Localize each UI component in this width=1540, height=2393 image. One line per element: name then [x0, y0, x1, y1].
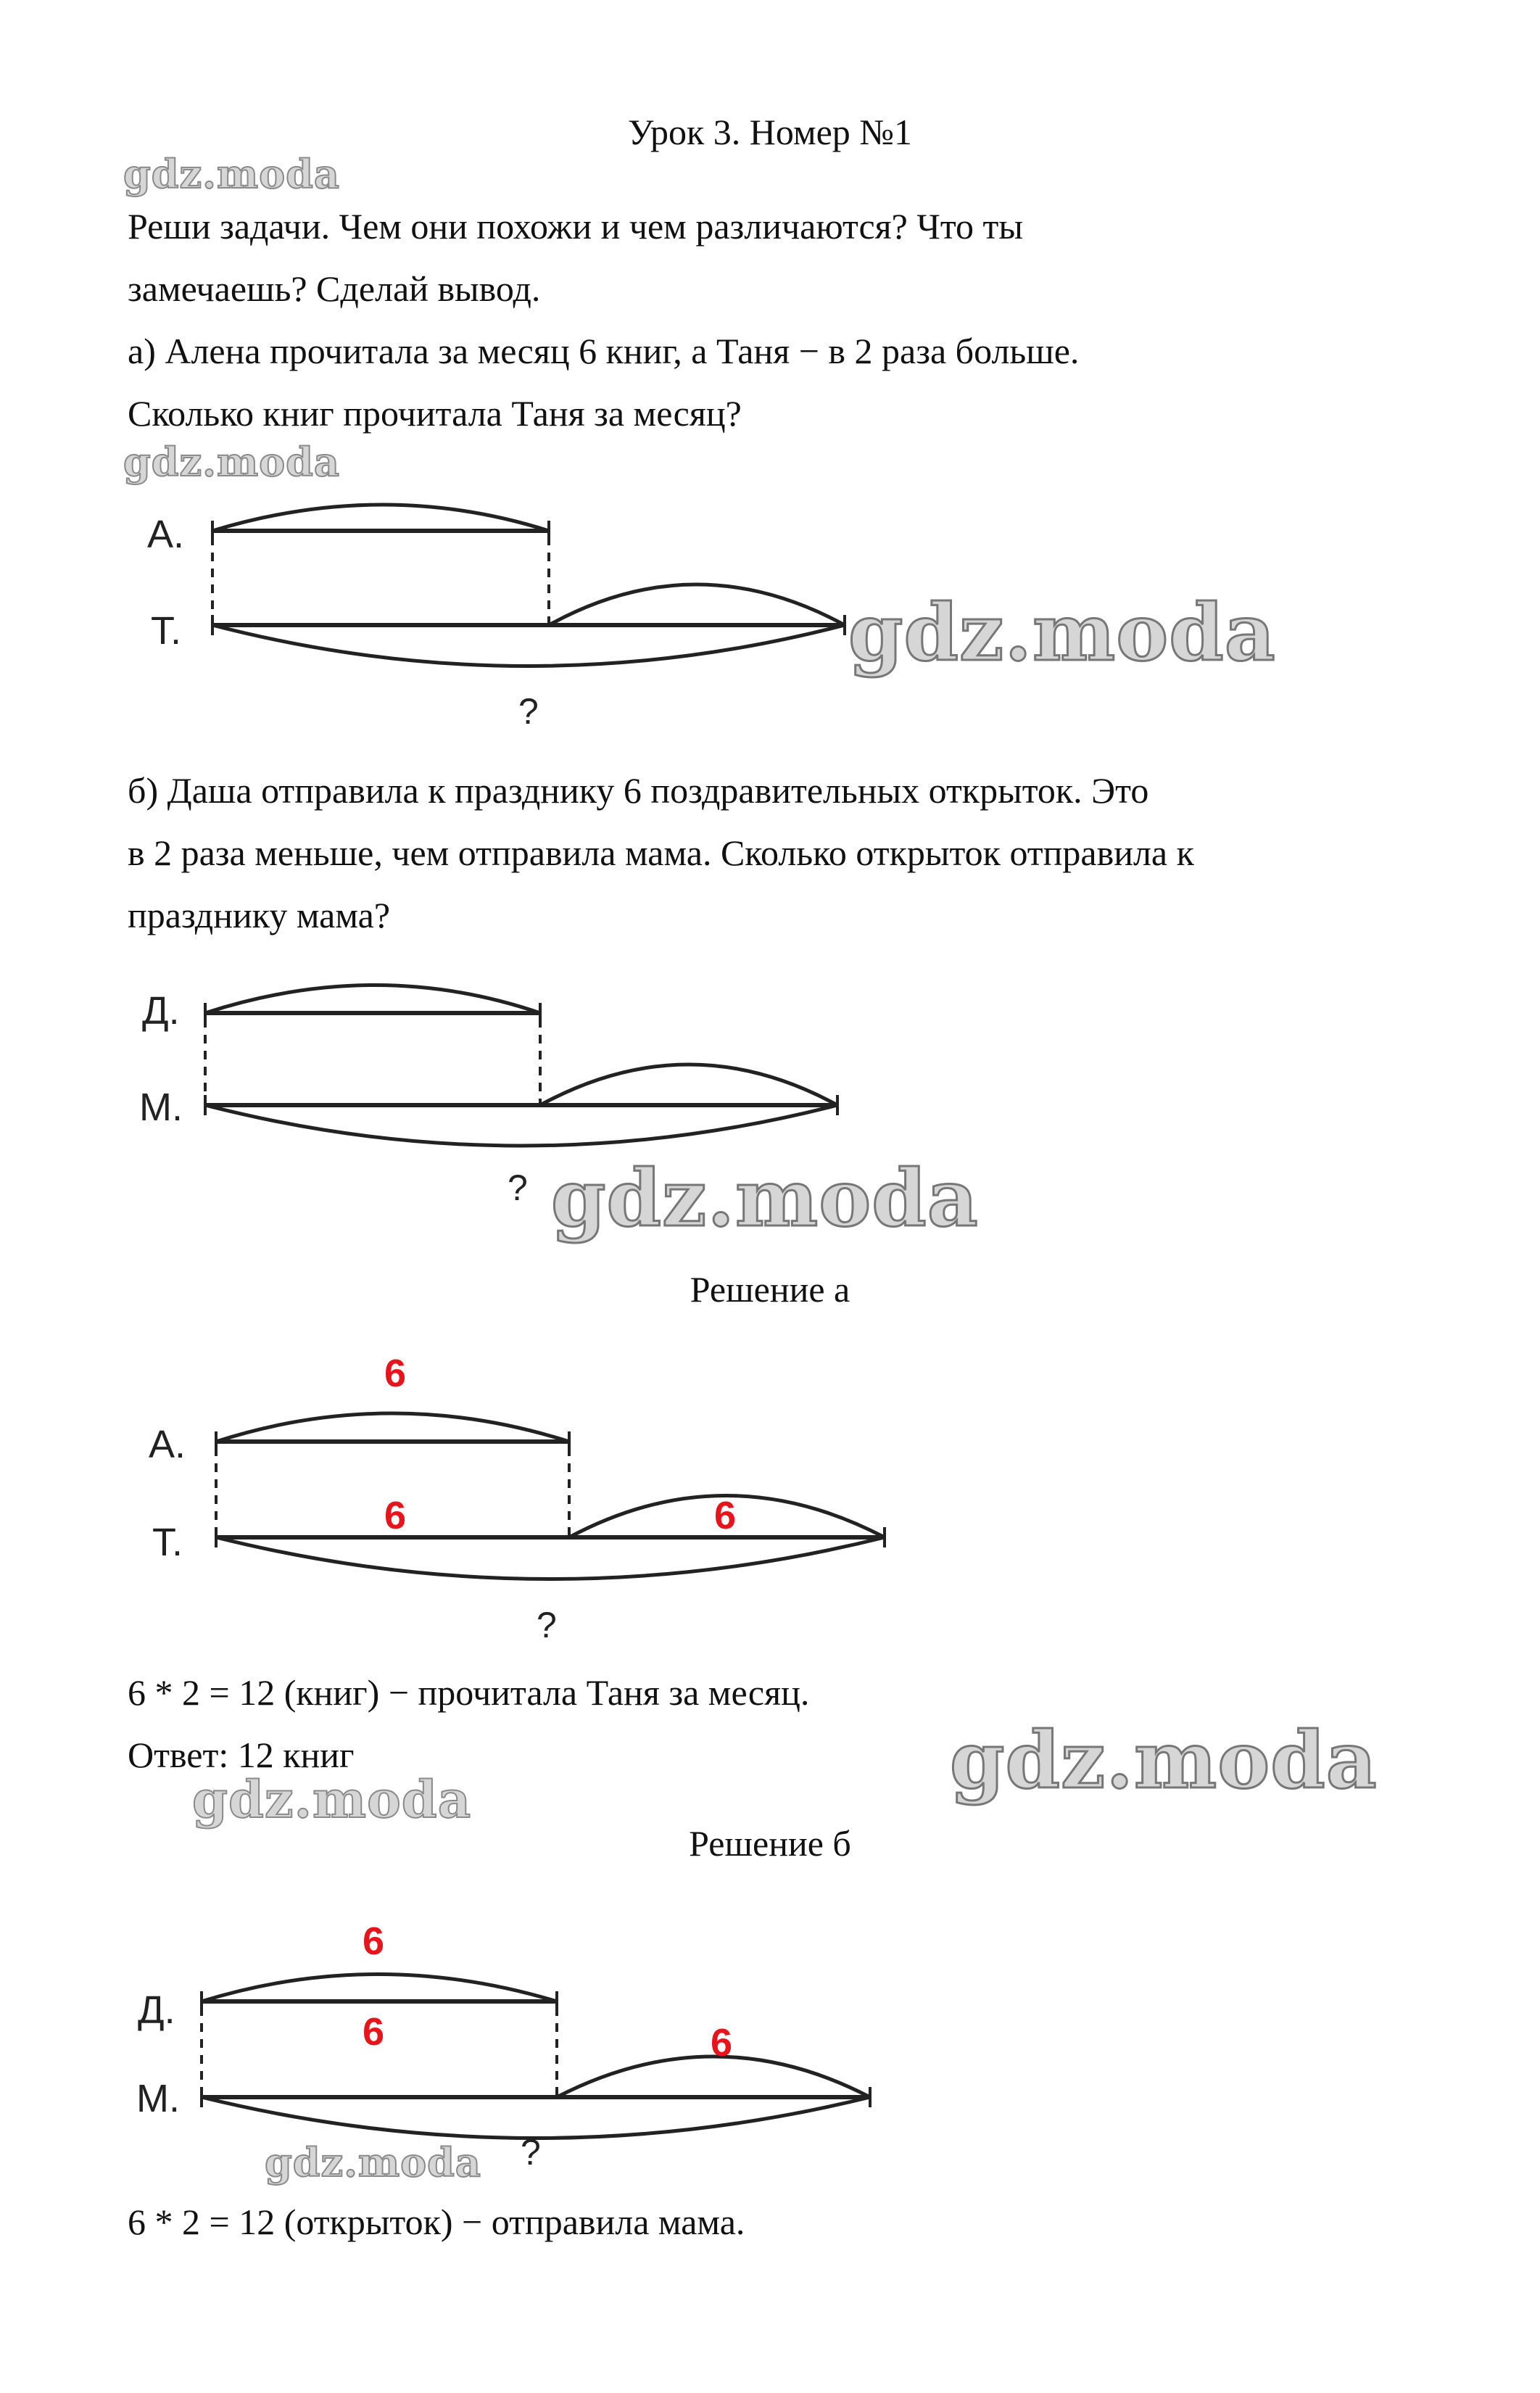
- watermark: gdz.moda: [123, 439, 340, 485]
- watermark: gdz.moda: [551, 1153, 979, 1244]
- watermark: gdz.moda: [265, 2139, 481, 2186]
- task-b-line3: празднику мама?: [128, 895, 391, 935]
- page-title: Урок 3. Номер №1: [628, 112, 912, 152]
- question-mark: ?: [508, 1167, 528, 1208]
- task-intro-line2: замечаешь? Сделай вывод.: [128, 268, 541, 309]
- task-intro-line1: Реши задачи. Чем они похожи и чем различаются? Что ты: [128, 206, 1023, 247]
- diagram-label-top: А.: [149, 1423, 186, 1466]
- task-b-line2: в 2 раза меньше, чем отправила мама. Сколько открыток отправила к: [128, 832, 1194, 873]
- watermark: gdz.moda: [123, 151, 340, 197]
- value-label: 6: [363, 1919, 385, 1963]
- solution-a-title: Решение а: [690, 1269, 850, 1310]
- solution-a-equation: 6 * 2 = 12 (книг) − прочитала Таня за месяц.: [128, 1672, 810, 1713]
- diagram-label-bottom: М.: [139, 1086, 183, 1129]
- task-a-line1: а) Алена прочитала за месяц 6 книг, а Таня − в 2 раза больше.: [128, 331, 1080, 371]
- value-label: 6: [363, 2010, 385, 2054]
- task-a-line2: Сколько книг прочитала Таня за месяц?: [128, 393, 742, 434]
- value-label: 6: [714, 1494, 737, 1537]
- question-mark: ?: [518, 691, 539, 732]
- diagram-label-top: Д.: [138, 1988, 175, 2032]
- diagram-label-bottom: Т.: [152, 1521, 183, 1564]
- diagram-label-top: А.: [147, 513, 185, 556]
- diagram-label-bottom: М.: [136, 2077, 180, 2120]
- watermark: gdz.moda: [192, 1769, 472, 1830]
- value-label: 6: [711, 2021, 733, 2065]
- task-b-line1: б) Даша отправила к празднику 6 поздравительных открыток. Это: [128, 770, 1149, 811]
- diagram-label-bottom: Т.: [151, 609, 182, 653]
- watermark: gdz.moda: [950, 1715, 1378, 1806]
- question-mark: ?: [521, 2132, 541, 2173]
- watermark: gdz.moda: [848, 587, 1276, 679]
- solution-a-answer: Ответ: 12 книг: [128, 1735, 355, 1775]
- diagram-label-top: Д.: [142, 989, 180, 1033]
- solution-b-equation: 6 * 2 = 12 (открыток) − отправила мама.: [128, 2202, 745, 2242]
- solution-b-title: Решение б: [689, 1823, 851, 1864]
- value-label: 6: [384, 1352, 407, 1395]
- value-label: 6: [384, 1494, 407, 1537]
- question-mark: ?: [537, 1605, 557, 1645]
